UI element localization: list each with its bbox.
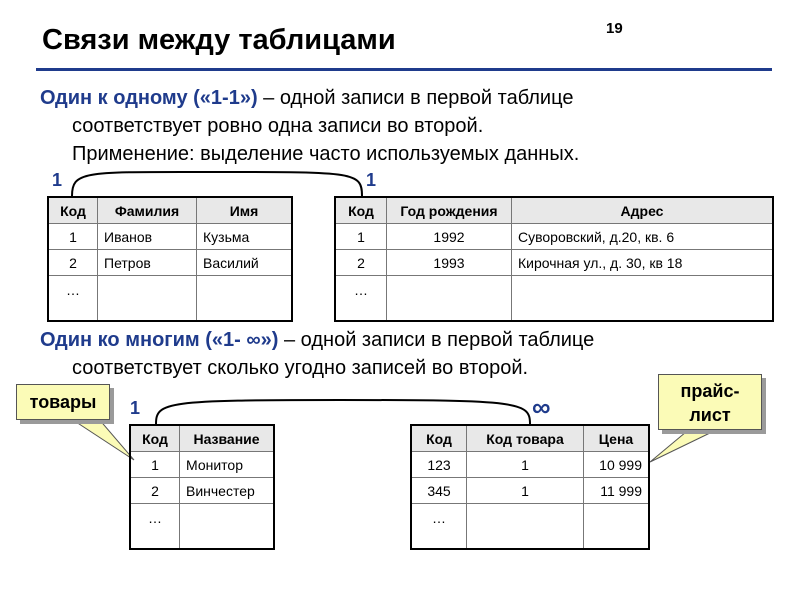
table3-header-code: Код [130,425,180,452]
table-row [411,478,649,504]
table4-cell [467,504,584,550]
table-row [130,478,274,504]
table3-cell: Монитор [180,452,275,478]
table4-cell: 1 [467,452,584,478]
table3-cell [180,504,275,550]
table2-cell: … [335,276,387,322]
table2-cell: 1992 [387,224,512,250]
table1-cell [197,276,293,322]
table-row [411,452,649,478]
table-row [335,250,773,276]
table4-cell: 345 [411,478,467,504]
table-persons [47,196,293,322]
table3-cell: 2 [130,478,180,504]
table1-cell: … [48,276,98,322]
rel2-right-cardinality: ∞ [532,392,551,422]
left-callout-tail [70,418,134,460]
callout-price-list [658,374,762,430]
section2-line1-text: – одной записи в первой таблице [278,329,595,351]
table4-cell [584,504,650,550]
section1-heading: Один к одному («1-1») [40,87,258,109]
table-row [48,250,292,276]
callout-price-list-line2: лист [689,405,731,425]
table2-cell: 1993 [387,250,512,276]
table-price-list [410,424,650,550]
callout-price-list-line1: прайс- [680,381,740,401]
one-to-many-connector [156,400,530,424]
table-row [335,224,773,250]
table3-cell: 1 [130,452,180,478]
section1-line2: соответствует ровно одна записи во второй. [72,115,484,137]
table4-cell: 123 [411,452,467,478]
callout-goods: товары [16,384,110,420]
table4-cell: 1 [467,478,584,504]
section2-line1 [40,326,594,354]
table2-header-address: Адрес [512,197,774,224]
table1-cell: 1 [48,224,98,250]
rel1-left-cardinality: 1 [52,170,63,190]
table-row [130,504,274,550]
table-row [48,224,292,250]
table4-header-goods-code: Код товара [467,425,584,452]
table2-cell [387,276,512,322]
table-row [411,504,649,550]
slide-title: Связи между таблицами [42,24,396,56]
table2-header-code: Код [335,197,387,224]
table3-cell: … [130,504,180,550]
table2-cell [512,276,774,322]
table4-header-price: Цена [584,425,650,452]
table4-cell: 10 999 [584,452,650,478]
table-row [48,276,292,322]
section2-line2: соответствует сколько угодно записей во второй. [72,357,529,379]
table2-cell: Кирочная ул., д. 30, кв 18 [512,250,774,276]
table1-header-surname: Фамилия [98,197,197,224]
page-number: 19 [606,20,623,37]
table2-cell: Суворовский, д.20, кв. 6 [512,224,774,250]
table4-cell: 11 999 [584,478,650,504]
right-callout-tail [650,432,712,462]
table1-cell: Петров [98,250,197,276]
rel2-left-cardinality: 1 [130,398,141,418]
table-goods [129,424,275,550]
table3-header-name: Название [180,425,275,452]
section1-line1-text: – одной записи в первой таблице [257,87,574,109]
table-row [130,452,274,478]
table1-cell [98,276,197,322]
table3-cell: Винчестер [180,478,275,504]
section2-heading: Один ко многим («1- ∞») [40,329,279,351]
table-row [335,276,773,322]
table1-cell: Василий [197,250,293,276]
table2-cell: 1 [335,224,387,250]
section1-line3: Применение: выделение часто используемых данных. [72,143,580,165]
table4-cell: … [411,504,467,550]
table-person-details [334,196,774,322]
table1-cell: Иванов [98,224,197,250]
table4-header-code: Код [411,425,467,452]
table1-cell: Кузьма [197,224,293,250]
one-to-one-connector [72,172,362,196]
table1-cell: 2 [48,250,98,276]
table1-header-code: Код [48,197,98,224]
table2-header-birth-year: Год рождения [387,197,512,224]
table2-cell: 2 [335,250,387,276]
table1-header-name: Имя [197,197,293,224]
rel1-right-cardinality: 1 [366,170,377,190]
